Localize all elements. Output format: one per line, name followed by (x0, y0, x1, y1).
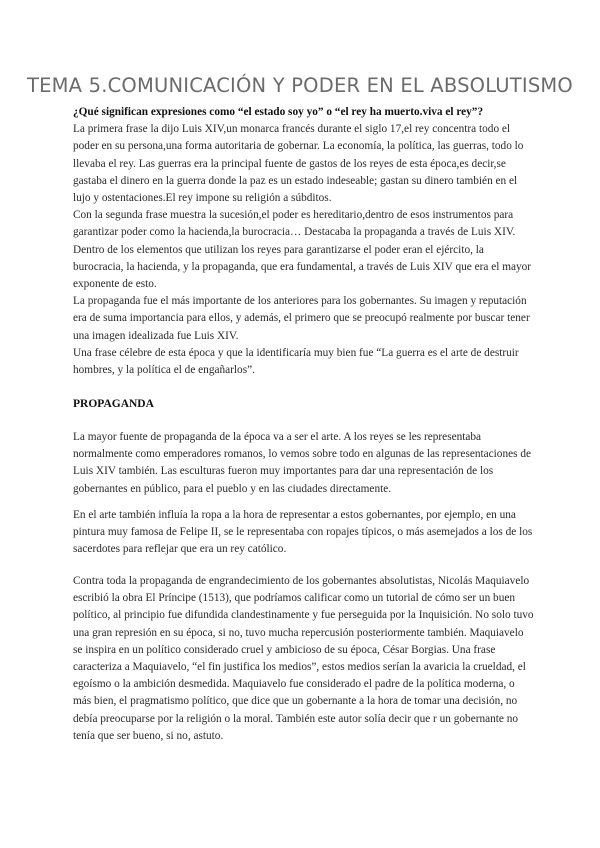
intro-block (73, 104, 535, 379)
page-title: TEMA 5.COMUNICACIÓN Y PODER EN EL ABSOLUTISMO (27, 74, 573, 97)
section-paragraph-3: Contra toda la propaganda de engrandecimiento de los gobernantes absolutistas, Nicolás Maquiavelo escribió la obra El Príncipe (1513), que podríamos calificar como un tutorial de cómo ser un buen político, al principio fue difundida clandestinamente y fue perseguida por la Inquisición. No solo tuvo una gran represión en su época, si no, tuvo mucha repercusión posteriormente también. Maquiavelo se inspira en un político considerado cruel y ambicioso de su época, César Borgias. Una frase caracteriza a Maquiavelo, “el fin justifica los medios”, estos medios serían la avaricia la crueldad, el egoísmo o la ambición desmedida. Maquiavelo fue considerado el padre de la política moderna, o más bien, el pragmatismo político, que dice que un gobernante a la hora de tomar una decisión, no debía preocuparse por la religión o la moral. También este autor solía decir que r un gobernante no tenía que ser bueno, si no, astuto. (73, 575, 534, 742)
intro-paragraph-5: Una frase célebre de esta época y que la identificaría muy bien fue “La guerra es el arte de destruir hombres, y la política el de engañarlos”. (73, 346, 519, 377)
section-heading: PROPAGANDA (73, 398, 154, 410)
intro-paragraph-4: La propaganda fue el más importante de los anteriores para los gobernantes. Su imagen y reputación era de suma importancia para ellos, y además, el primero que se preocupó realmente por buscar tener una imagen idealizada fue Luis XIV. (73, 295, 530, 342)
intro-paragraph-2: Con la segunda frase muestra la sucesión,el poder es hereditario,dentro de esos instrumentos para garantizar poder como la hacienda,la burocracia… Destacaba la propaganda a través de Luis XIV. (73, 209, 516, 239)
intro-paragraph-3: Dentro de los elementos que utilizan los reyes para garantizarse el poder eran el ejército, la burocracia, la hacienda, y la propaganda, que era fundamental, a través de Luis XIV que era el mayor exponente de esto. (73, 243, 532, 291)
intro-paragraph-1: La primera frase la dijo Luis XIV,un monarca francés durante el siglo 17,el rey concentra todo el poder en su persona,una forma autoritaria de gobernar. La economía, la política, las guerras, todo lo llevaba el rey. Las guerras era la principal fuente de gastos de los reyes de esta época,es decir,se gastaba el dinero en la guerra donde la paz es un estado indeseable; gastan su dinero también en el lujo y ostentaciones.El rey impone su religión a súbditos. (73, 123, 524, 205)
section-paragraph-2: En el arte también influía la ropa a la hora de representar a estos gobernantes, por ejemplo, en una pintura muy famosa de Felipe II, se le representaba con ropajes típicos, o más asemejados a los de los sacerdotes para reflejar que era un rey católico. (73, 509, 533, 556)
question-heading: ¿Qué significan expresiones como “el estado soy yo” o “el rey ha muerto.viva el rey”? (73, 106, 484, 118)
section-paragraph-1: La mayor fuente de propaganda de la época va a ser el arte. A los reyes se les representaba normalmente como emperadores romanos, lo vemos sobre todo en algunas de las representaciones de Luis XIV también. Las esculturas fueron muy importantes para dar una representación de los gobernantes en público, para el pueblo y en las ciudades directamente. (73, 431, 532, 495)
